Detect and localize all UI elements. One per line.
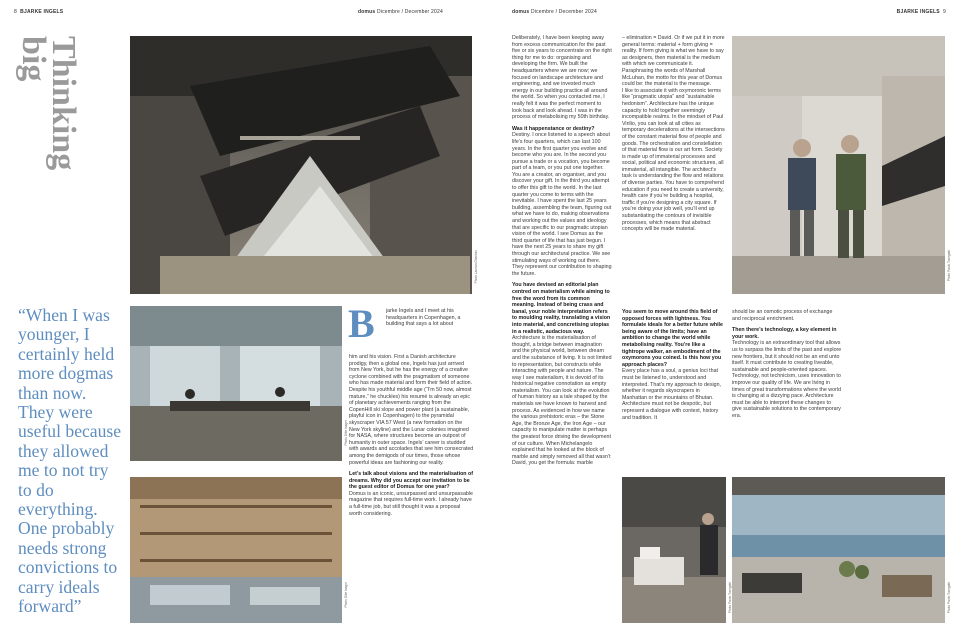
pull-quote: “When I was younger, I certainly held more dogmas than now. They were useful because they allowed me to not try to do everything. One probably needs strong convictions to carry ideals forward” bbox=[18, 305, 122, 617]
office-photo-credit: Photo Ditte Isager bbox=[344, 420, 348, 446]
drop-cap: B bbox=[348, 301, 375, 346]
office-photo bbox=[130, 306, 342, 461]
column-two bbox=[512, 35, 612, 635]
right-page-header bbox=[897, 9, 946, 15]
model-photo-credit: Photo Paolo Tonegatti bbox=[728, 582, 732, 614]
shelf-photo-credit: Photo Ditte Isager bbox=[344, 582, 348, 608]
right-section-label: BJARKE INGELS bbox=[896, 9, 940, 15]
article-title: Thinking big bbox=[15, 36, 82, 171]
headquarters-interior-photo bbox=[130, 36, 472, 294]
library-shelves-photo bbox=[130, 477, 342, 623]
answer-3-continued: – elimination = David. Or if we put it in more general terms: material + form giving = reality. If form giving is what we have to say as designers, then material is the medium with which we communicate it. Paraphrasing the words of Marshall McLuhan, the motto for this year of Domus could be: the material is the message. bbox=[622, 35, 725, 88]
issue-date-left: Dicembre / December 2024 bbox=[376, 9, 443, 15]
answer-4-continued: should be an osmotic process of exchange and reciprocal enrichment. bbox=[732, 309, 833, 322]
lounge-view-photo bbox=[732, 477, 945, 623]
center-left-header bbox=[358, 9, 443, 15]
intro-column bbox=[349, 354, 474, 632]
portrait-photo-credit: Photo Paolo Tonegatti bbox=[947, 250, 951, 282]
intro-first-lines: jarke Ingels and I meet at his headquarters in Copenhagen, a building that says a lot about bbox=[386, 308, 461, 328]
left-page-header bbox=[14, 9, 63, 15]
question-2: Was it happenstance or destiny? bbox=[512, 125, 595, 132]
answer-2: Destiny. I once listened to a speech about life’s four quarters, which can last 100 years. In the first quarter you evolve and become who you are. In the second you pursue a trade or a vocation, you become part of a team, or you put one together. You are a creator, an organiser, and you discover your gift. In the third you attempt to offer this gift to the world. In the last quarter you come to terms with the inevitable. I have spent the last 25 years building, assembling the team, figuring out what we have to do, making observations and working out the values and ideology that are specific to our pragmatic utopian vision of the world. I see Domus as the third quarter of life that has just begun. I have the next 25 years to share my gift through our architectural practice. We see stimulating ways of working out there. They represent our contribution to shaping the future. bbox=[512, 132, 612, 277]
question-1: Let’s talk about visions and the materialisation of dreams. Why did you accept our invitation to be the guest editor of Domus for one year? bbox=[349, 471, 474, 491]
center-right-header bbox=[512, 9, 597, 15]
left-section-label: BJARKE INGELS bbox=[20, 9, 64, 15]
domus-brand-left: domus bbox=[358, 9, 376, 15]
answer-1-continued: Deliberately, I have been keeping away from excess communication for the past five or six years to concentrate on the right thing for me to do: organising and developing the firm. We built the headquarters where we are now; we focused on landscape architecture and engineering, and we invested much energy in our building practice all around the world. So when you contacted me, I really felt it was the perfect moment to look back and look ahead. I was in the process of metabolising my 50th birthday. bbox=[512, 35, 612, 121]
answer-4: Every place has a soul, a genius loci that must be listened to, understood and interpreted. That’s my approach to design, whether it regards skyscrapers in Manhattan or the mountains of Bhutan. Architecture must not be despotic, but represent a dialogue with context, history and tradition. It bbox=[622, 368, 722, 421]
question-3: You have devised an editorial plan centred on materialism while aiming to free the word from its common meaning. Instead of being crass and banal, your noble interpretation refers to moulding reality, translating a vision into material, and concretising utopias in a realistic, audacious way. bbox=[512, 282, 611, 335]
column-three-top bbox=[622, 35, 726, 303]
domus-brand-right: domus bbox=[512, 9, 530, 15]
question-4: You seem to move around this field of opposed forces with lightness. You formulate ideals for a better future while being aware of the limits; have an ambition to change the world while metabolising reality. You’re like a tightrope walker, an embodiment of the oxymorons you coined. Is this how you approach places? bbox=[622, 309, 723, 368]
answer-5: Technology is an extraordinary tool that allows us to surpass the limits of the past and explore new frontiers, but it should not be an end unto itself. It must contribute to creating liveable, sustainable and people-oriented spaces. Technology, not technicism, uses innovation to improve our quality of life. We are living in times of great transformations where the world is changing at a dizzying pace. Architecture must be able to interpret these changes to give sustainable solutions to the contemporary era. bbox=[732, 340, 842, 419]
model-photo bbox=[622, 477, 726, 623]
answer-3: Architecture is the materialisation of thought, a bridge between imagination and the physical world, between dream and the substance of living. It is not limited to representation, but constructs while interacting with people and nature. The way I see materialism, it is devoid of its historical negative connotation as empty materialism. You can look at the evolution of human history as a tale shaped by the materials we have known to harvest and process. As evidenced in how we name the various prehistoric eras – the Stone Age, the Bronze Age, the Iron Age – our capacity to manipulate matter is perhaps the greatest force driving the development of our culture. When Michelangelo explained that he looked at the block of marble and simply removed all that wasn’t David, you get the formula: marble bbox=[512, 335, 612, 467]
portrait-photo bbox=[732, 36, 945, 294]
top-photo-credit: Photo Laurian Ghinitoiu bbox=[474, 250, 478, 284]
column-four bbox=[732, 309, 842, 473]
answer-3-continued-2: I like to associate it with oxymoronic terms like “pragmatic utopia” and “sustainable hedonism”. Architecture has the unique capacity to hold together seemingly incompatible realms. In the mindset of Paul Virilio, you can look at all cities as temporary decelerations at the intersections of the constant material flow of people and goods. The orchestration and constellation of that material flow is our art form. Society is made up of immaterial processes and social, political and economic structures, all immaterial, all intangible. The architect’s task is understanding the flow and relations of diverse parties. You have to comprehend education if you need to create a university, health care if you’re building a hospital, traffic if you’re designing a city square. If you’re doing your job well, you’ll end up substantiating the contours of invisible processes, which means that abstract concepts will be made material. bbox=[622, 87, 725, 233]
answer-1: Domus is an iconic, unsurpassed and unsurpassable magazine that requires full-time work. I already have a full-time job, but still thought it was a proposal worth considering. bbox=[349, 490, 473, 517]
intro-body: him and his vision. First a Danish architecture prodigy, then a global one, Ingels has just arrived from New York, but he has the energy of a creative cyclone combined with the pragmatism of someone who has made material and form their field of action. Despite his youthful middle age (“I’m 50 now, almost mature,” he chuckles) his resumé is already an epic of planetary achievements ranging from the CopenHill ski slope and power plant (a sustainable, playful icon in Copenhagen) to the pyramidal skyscraper VIA 57 West (a new formation on the New York skyline) and the Lunar colonies imagined for NASA, where structures become an outpost of humanity in outer space. Ingels’ career is studded with awards and accolades that see him consecrated among the demigods of our times, those whose powerful ideas are fashioning our reality. bbox=[349, 354, 474, 466]
left-page-number: 8 bbox=[14, 9, 17, 15]
right-page-number: 9 bbox=[943, 9, 946, 15]
issue-date-right: Dicembre / December 2024 bbox=[530, 9, 597, 15]
column-three-bottom bbox=[622, 309, 726, 473]
lounge-photo-credit: Photo Paolo Tonegatti bbox=[947, 582, 951, 614]
question-5: Then there’s technology, a key element in your work. bbox=[732, 327, 837, 340]
